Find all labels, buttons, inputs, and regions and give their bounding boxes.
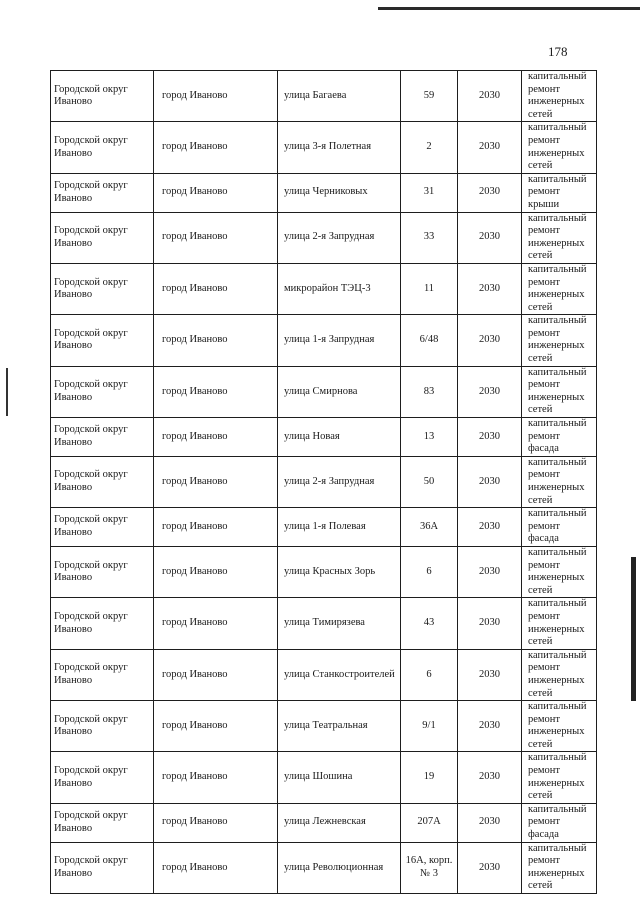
municipal-district-cell: Городской округ Иваново bbox=[51, 842, 154, 893]
street-cell: улица Тимирязева bbox=[278, 598, 401, 649]
municipal-district-cell: Городской округ Иваново bbox=[51, 508, 154, 547]
street-cell: улица Багаева bbox=[278, 71, 401, 122]
table-row bbox=[51, 598, 597, 649]
year-cell: 2030 bbox=[458, 71, 522, 122]
municipal-district-cell: Городской округ Иваново bbox=[51, 173, 154, 212]
table-row bbox=[51, 71, 597, 122]
year-cell: 2030 bbox=[458, 752, 522, 803]
work-type-cell: капитальный ремонт инженерных сетей bbox=[522, 122, 597, 173]
house-number-cell: 16А, корп. № 3 bbox=[401, 842, 458, 893]
work-type-cell: капитальный ремонт инженерных сетей bbox=[522, 598, 597, 649]
house-number-cell: 31 bbox=[401, 173, 458, 212]
city-cell: город Иваново bbox=[154, 456, 278, 507]
city-cell: город Иваново bbox=[154, 598, 278, 649]
table-row bbox=[51, 752, 597, 803]
table-row bbox=[51, 173, 597, 212]
year-cell: 2030 bbox=[458, 508, 522, 547]
municipal-district-cell: Городской округ Иваново bbox=[51, 366, 154, 417]
municipal-district-cell: Городской округ Иваново bbox=[51, 71, 154, 122]
municipal-district-cell: Городской округ Иваново bbox=[51, 263, 154, 314]
city-cell: город Иваново bbox=[154, 212, 278, 263]
house-number-cell: 33 bbox=[401, 212, 458, 263]
work-type-cell: капитальный ремонт крыши bbox=[522, 173, 597, 212]
year-cell: 2030 bbox=[458, 315, 522, 366]
street-cell: улица Революционная bbox=[278, 842, 401, 893]
year-cell: 2030 bbox=[458, 366, 522, 417]
table-row bbox=[51, 263, 597, 314]
municipal-district-cell: Городской округ Иваново bbox=[51, 418, 154, 457]
house-number-cell: 6 bbox=[401, 546, 458, 597]
scan-mark-right bbox=[631, 557, 636, 701]
municipal-district-cell: Городской округ Иваново bbox=[51, 752, 154, 803]
year-cell: 2030 bbox=[458, 456, 522, 507]
house-number-cell: 43 bbox=[401, 598, 458, 649]
work-type-cell: капитальный ремонт фасада bbox=[522, 418, 597, 457]
house-number-cell: 59 bbox=[401, 71, 458, 122]
work-type-cell: капитальный ремонт инженерных сетей bbox=[522, 546, 597, 597]
street-cell: улица Красных Зорь bbox=[278, 546, 401, 597]
table-row bbox=[51, 508, 597, 547]
municipal-district-cell: Городской округ Иваново bbox=[51, 701, 154, 752]
city-cell: город Иваново bbox=[154, 508, 278, 547]
page-number: 178 bbox=[548, 44, 568, 59]
city-cell: город Иваново bbox=[154, 546, 278, 597]
table-row bbox=[51, 366, 597, 417]
work-type-cell: капитальный ремонт инженерных сетей bbox=[522, 456, 597, 507]
work-type-cell: капитальный ремонт инженерных сетей bbox=[522, 212, 597, 263]
table-row bbox=[51, 122, 597, 173]
city-cell: город Иваново bbox=[154, 701, 278, 752]
table-row bbox=[51, 842, 597, 893]
year-cell: 2030 bbox=[458, 842, 522, 893]
street-cell: улица 2-я Запрудная bbox=[278, 212, 401, 263]
work-type-cell: капитальный ремонт инженерных сетей bbox=[522, 649, 597, 700]
year-cell: 2030 bbox=[458, 701, 522, 752]
city-cell: город Иваново bbox=[154, 418, 278, 457]
city-cell: город Иваново bbox=[154, 752, 278, 803]
house-number-cell: 50 bbox=[401, 456, 458, 507]
city-cell: город Иваново bbox=[154, 366, 278, 417]
work-type-cell: капитальный ремонт инженерных сетей bbox=[522, 366, 597, 417]
street-cell: улица Лежневская bbox=[278, 803, 401, 842]
city-cell: город Иваново bbox=[154, 649, 278, 700]
city-cell: город Иваново bbox=[154, 71, 278, 122]
city-cell: город Иваново bbox=[154, 803, 278, 842]
table-body bbox=[51, 71, 597, 894]
table-row bbox=[51, 649, 597, 700]
year-cell: 2030 bbox=[458, 649, 522, 700]
table-row bbox=[51, 803, 597, 842]
street-cell: улица 2-я Запрудная bbox=[278, 456, 401, 507]
year-cell: 2030 bbox=[458, 418, 522, 457]
year-cell: 2030 bbox=[458, 598, 522, 649]
street-cell: улица 3-я Полетная bbox=[278, 122, 401, 173]
house-number-cell: 83 bbox=[401, 366, 458, 417]
house-number-cell: 6/48 bbox=[401, 315, 458, 366]
table-row bbox=[51, 456, 597, 507]
house-number-cell: 9/1 bbox=[401, 701, 458, 752]
house-number-cell: 11 bbox=[401, 263, 458, 314]
year-cell: 2030 bbox=[458, 546, 522, 597]
street-cell: улица Черниковых bbox=[278, 173, 401, 212]
table-row bbox=[51, 546, 597, 597]
work-type-cell: капитальный ремонт фасада bbox=[522, 803, 597, 842]
municipal-district-cell: Городской округ Иваново bbox=[51, 122, 154, 173]
year-cell: 2030 bbox=[458, 263, 522, 314]
street-cell: улица Шошина bbox=[278, 752, 401, 803]
top-rule bbox=[378, 7, 640, 10]
house-number-cell: 207А bbox=[401, 803, 458, 842]
street-cell: микрорайон ТЭЦ-3 bbox=[278, 263, 401, 314]
work-type-cell: капитальный ремонт инженерных сетей bbox=[522, 701, 597, 752]
street-cell: улица Станкостроителей bbox=[278, 649, 401, 700]
year-cell: 2030 bbox=[458, 803, 522, 842]
municipal-district-cell: Городской округ Иваново bbox=[51, 456, 154, 507]
year-cell: 2030 bbox=[458, 122, 522, 173]
table-row bbox=[51, 315, 597, 366]
street-cell: улица Театральная bbox=[278, 701, 401, 752]
repair-schedule-table bbox=[50, 70, 597, 894]
municipal-district-cell: Городской округ Иваново bbox=[51, 649, 154, 700]
year-cell: 2030 bbox=[458, 173, 522, 212]
work-type-cell: капитальный ремонт инженерных сетей bbox=[522, 263, 597, 314]
work-type-cell: капитальный ремонт инженерных сетей bbox=[522, 71, 597, 122]
work-type-cell: капитальный ремонт инженерных сетей bbox=[522, 752, 597, 803]
house-number-cell: 6 bbox=[401, 649, 458, 700]
municipal-district-cell: Городской округ Иваново bbox=[51, 212, 154, 263]
year-cell: 2030 bbox=[458, 212, 522, 263]
city-cell: город Иваново bbox=[154, 842, 278, 893]
city-cell: город Иваново bbox=[154, 173, 278, 212]
scan-mark-left bbox=[6, 368, 8, 416]
house-number-cell: 19 bbox=[401, 752, 458, 803]
work-type-cell: капитальный ремонт фасада bbox=[522, 508, 597, 547]
house-number-cell: 13 bbox=[401, 418, 458, 457]
table-row bbox=[51, 212, 597, 263]
city-cell: город Иваново bbox=[154, 315, 278, 366]
municipal-district-cell: Городской округ Иваново bbox=[51, 803, 154, 842]
street-cell: улица Смирнова bbox=[278, 366, 401, 417]
house-number-cell: 2 bbox=[401, 122, 458, 173]
house-number-cell: 36А bbox=[401, 508, 458, 547]
street-cell: улица 1-я Запрудная bbox=[278, 315, 401, 366]
city-cell: город Иваново bbox=[154, 263, 278, 314]
street-cell: улица Новая bbox=[278, 418, 401, 457]
work-type-cell: капитальный ремонт инженерных сетей bbox=[522, 842, 597, 893]
municipal-district-cell: Городской округ Иваново bbox=[51, 546, 154, 597]
municipal-district-cell: Городской округ Иваново bbox=[51, 315, 154, 366]
municipal-district-cell: Городской округ Иваново bbox=[51, 598, 154, 649]
city-cell: город Иваново bbox=[154, 122, 278, 173]
work-type-cell: капитальный ремонт инженерных сетей bbox=[522, 315, 597, 366]
table-row bbox=[51, 418, 597, 457]
street-cell: улица 1-я Полевая bbox=[278, 508, 401, 547]
table-row bbox=[51, 701, 597, 752]
